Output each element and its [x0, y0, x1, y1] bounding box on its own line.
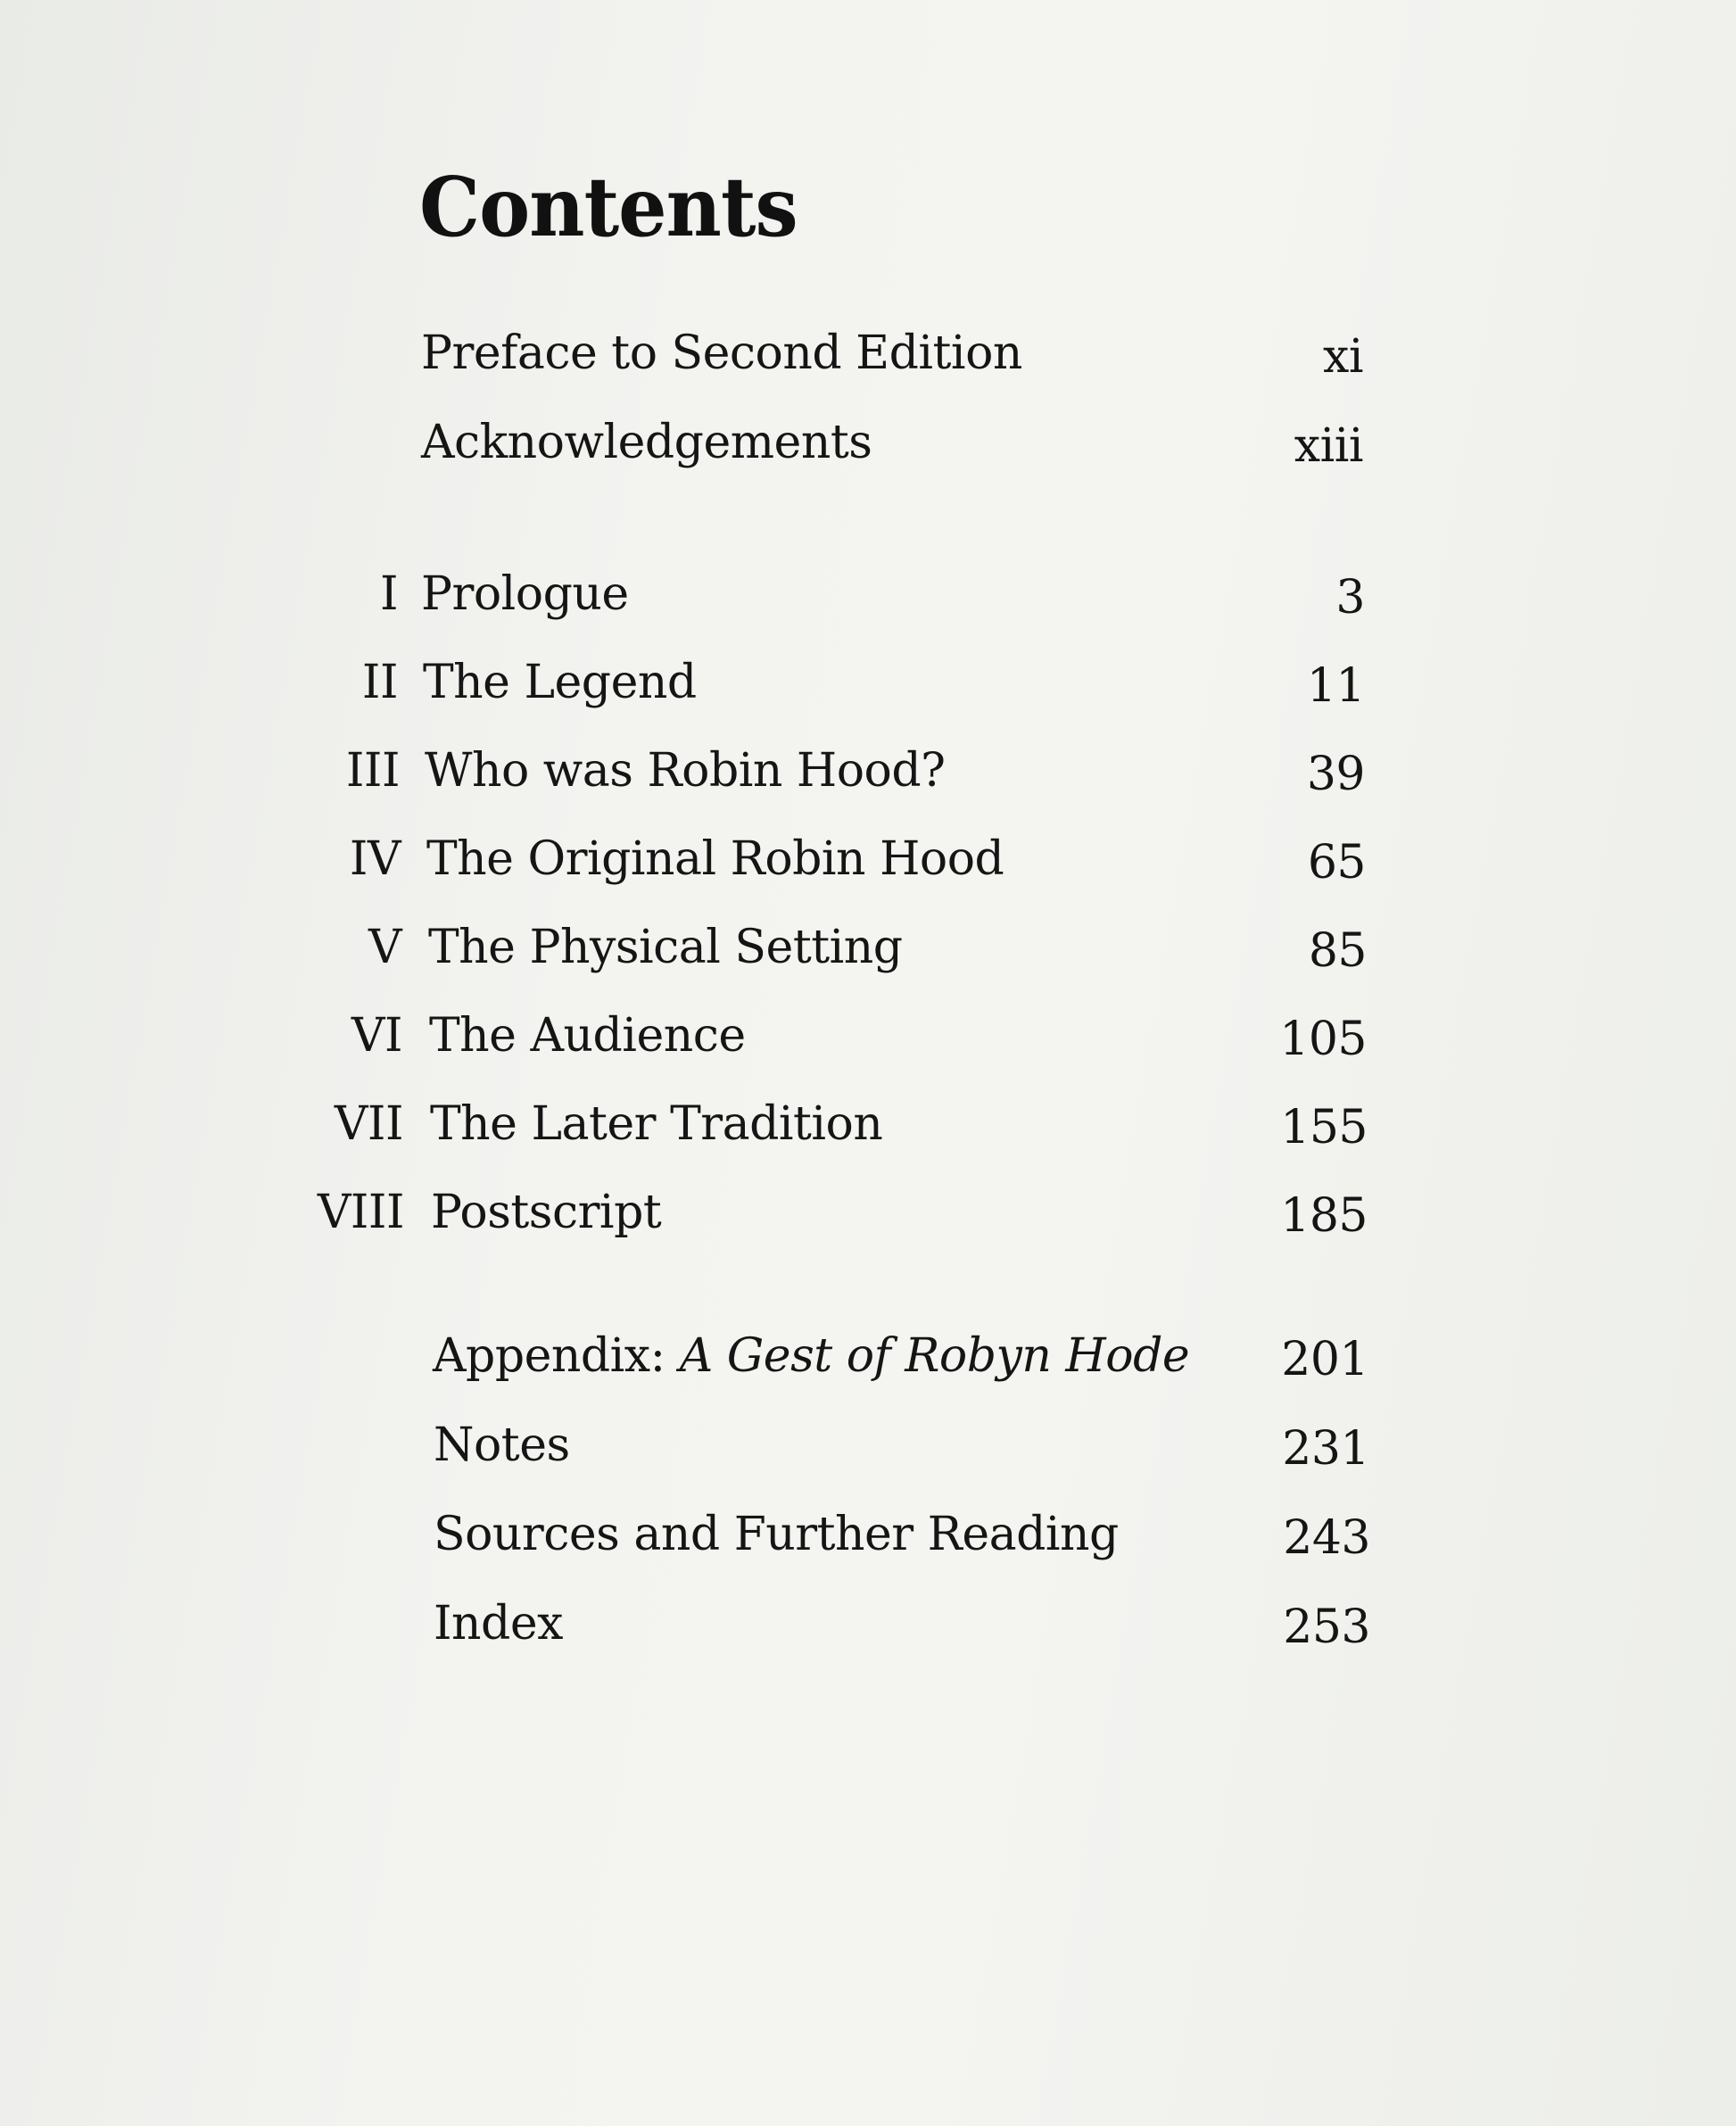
- chapter-numeral: I: [379, 567, 398, 621]
- chapter-page: 155: [1280, 1101, 1368, 1154]
- appendix-prefix: Appendix:: [433, 1329, 680, 1383]
- toc-entry-acknowledgements: Acknowledgements: [421, 416, 872, 469]
- chapter-page: 105: [1279, 1013, 1367, 1066]
- chapter-title: Prologue: [421, 567, 629, 621]
- chapter-title: The Physical Setting: [428, 921, 903, 974]
- chapter-page: 39: [1306, 748, 1365, 801]
- toc-page-notes: 231: [1282, 1422, 1369, 1476]
- toc-page-preface: xi: [1323, 330, 1363, 384]
- chapter-numeral: VI: [351, 1009, 402, 1063]
- chapter-page: 65: [1307, 836, 1366, 889]
- toc-page-sources: 243: [1283, 1511, 1370, 1565]
- toc-page-appendix: 201: [1281, 1333, 1368, 1386]
- toc-page-index: 253: [1283, 1601, 1370, 1654]
- chapter-title: The Original Robin Hood: [426, 832, 1004, 886]
- toc-entry-index: Index: [434, 1597, 563, 1650]
- chapter-numeral: VIII: [317, 1186, 404, 1239]
- chapter-title: Who was Robin Hood?: [425, 744, 946, 798]
- chapter-title: The Legend: [423, 656, 697, 709]
- appendix-italic-title: A Gest of Robyn Hode: [679, 1329, 1190, 1383]
- toc-entry-appendix: [433, 1329, 1189, 1383]
- chapter-numeral: VII: [334, 1097, 403, 1151]
- page-title: Contents: [419, 159, 798, 255]
- chapter-title: The Audience: [429, 1009, 746, 1063]
- chapter-page: 85: [1308, 924, 1367, 978]
- chapter-page: 11: [1306, 659, 1365, 713]
- toc-entry-preface: Preface to Second Edition: [421, 327, 1022, 380]
- chapter-page: 3: [1335, 571, 1365, 625]
- toc-entry-notes: Notes: [434, 1419, 570, 1472]
- chapter-numeral: II: [361, 656, 398, 709]
- chapter-page: 185: [1280, 1189, 1368, 1243]
- chapter-numeral: IV: [349, 832, 401, 886]
- chapter-title: The Later Tradition: [430, 1097, 883, 1151]
- chapter-numeral: III: [345, 744, 400, 798]
- toc-page-acknowledgements: xiii: [1294, 419, 1363, 473]
- chapter-numeral: V: [368, 921, 401, 974]
- toc-entry-sources: Sources and Further Reading: [434, 1508, 1119, 1561]
- chapter-title: Postscript: [431, 1186, 662, 1239]
